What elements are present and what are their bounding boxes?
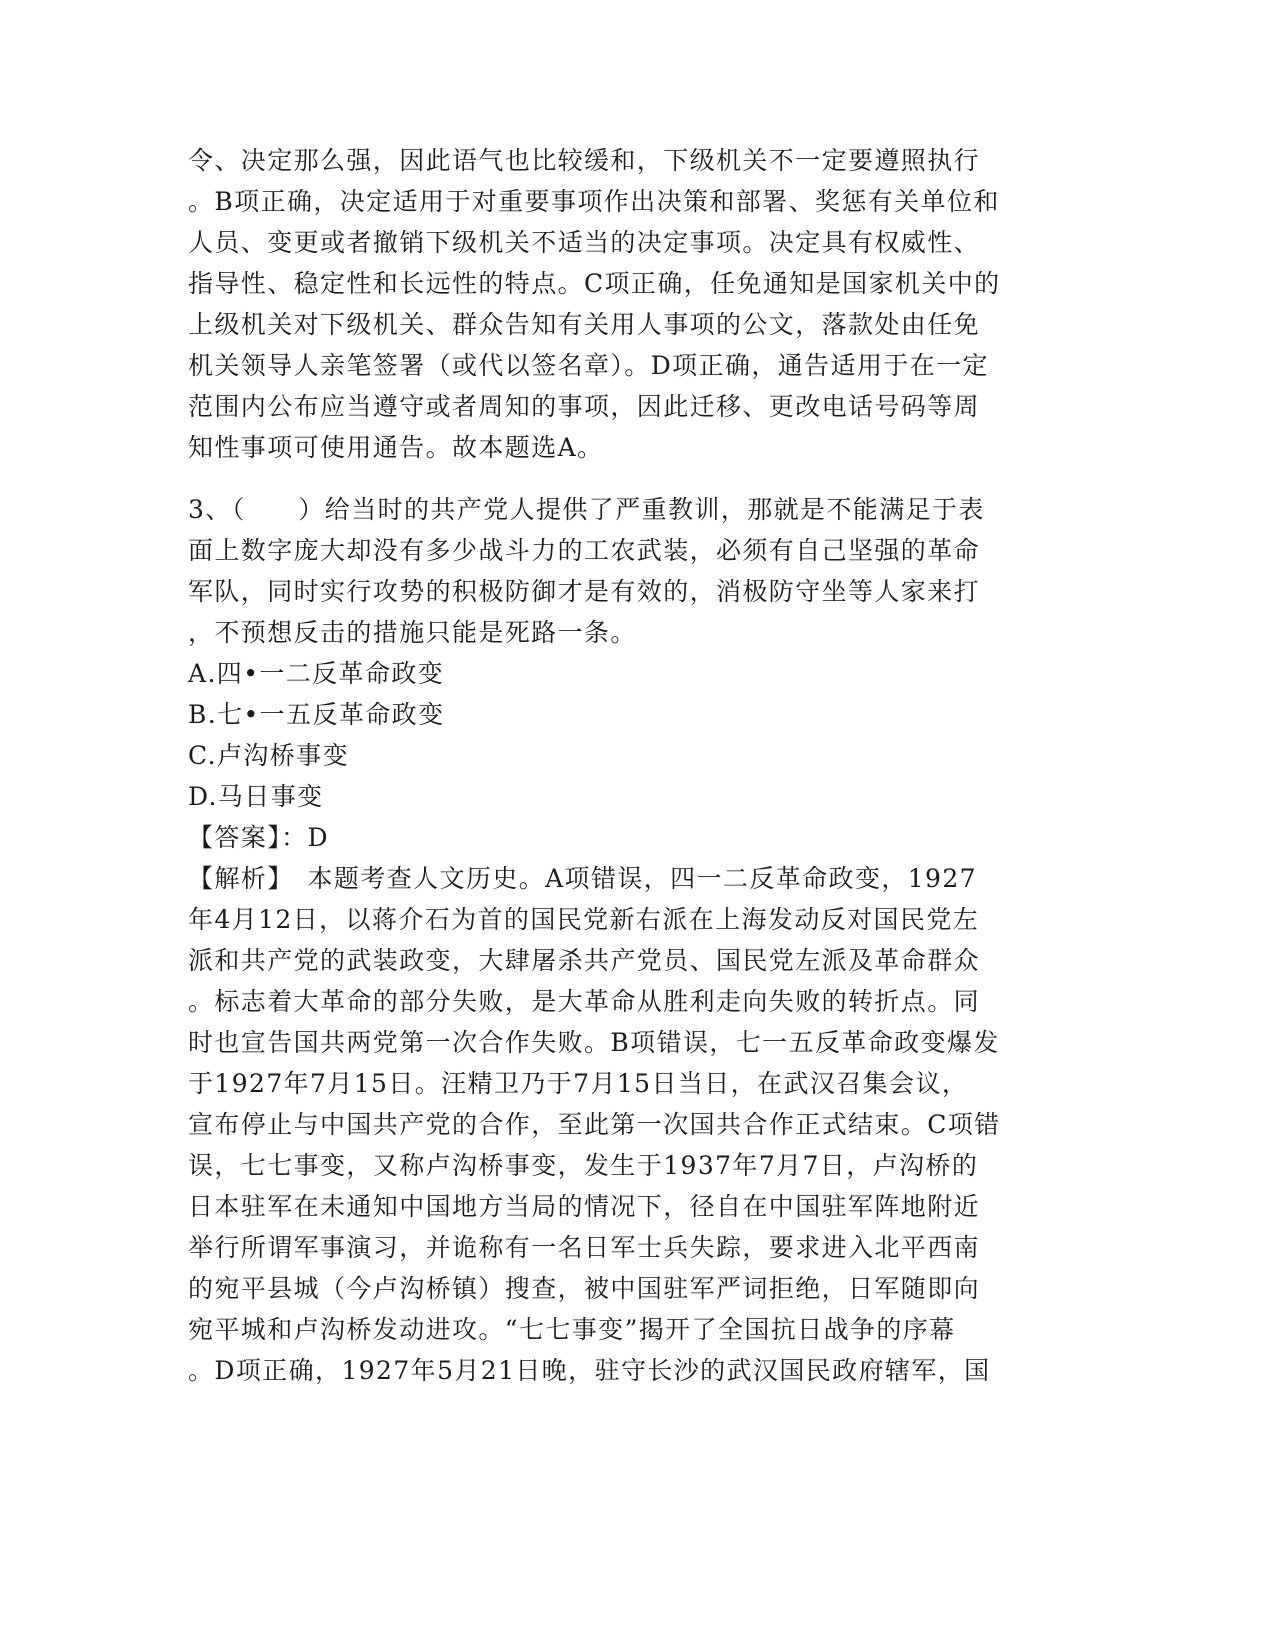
question-stem-line: ，不预想反击的措施只能是死路一条。: [188, 618, 637, 647]
paragraph-line: 令、决定那么强，因此语气也比较缓和，下级机关不一定要遵照执行: [188, 146, 981, 175]
option-b: B.七•一五反革命政变: [188, 700, 445, 729]
analysis-line: 。标志着大革命的部分失败，是大革命从胜利走向失败的转折点。同: [188, 987, 981, 1016]
analysis-line: 宣布停止与中国共产党的合作，至此第一次国共合作正式结束。C项错: [188, 1110, 1001, 1139]
analysis-line: 举行所谓军事演习，并诡称有一名日军士兵失踪，要求进入北平西南: [188, 1233, 981, 1262]
question-stem-line: 面上数字庞大却没有多少战斗力的工农武装，必须有自己坚强的革命: [188, 536, 981, 565]
analysis-line: 日本驻军在未通知中国地方当局的情况下，径自在中国驻军阵地附近: [188, 1192, 981, 1221]
paragraph-line: 范围内公布应当遵守或者周知的事项，因此迁移、更改电话号码等周: [188, 392, 981, 421]
question-stem-line: 军队，同时实行攻势的积极防御才是有效的，消极防守坐等人家来打: [188, 577, 981, 606]
analysis-line: 派和共产党的武装政变，大肆屠杀共产党员、国民党左派及革命群众: [188, 946, 981, 975]
analysis-line: 。D项正确，1927年5月21日晚，驻守长沙的武汉国民政府辖军，国: [188, 1356, 991, 1385]
paragraph-line: 知性事项可使用通告。故本题选A。: [188, 433, 604, 462]
answer-line: 【答案】：D: [188, 823, 329, 852]
analysis-line: 【解析】 本题考查人文历史。A项错误，四一二反革命政变，1927: [188, 864, 977, 893]
paragraph-line: 上级机关对下级机关、群众告知有关用人事项的公文，落款处由任免: [188, 310, 981, 339]
paragraph-line: 指导性、稳定性和长远性的特点。C项正确，任免通知是国家机关中的: [188, 269, 1001, 298]
analysis-line: 年4月12日，以蒋介石为首的国民党新右派在上海发动反对国民党左: [188, 905, 980, 934]
option-a: A.四•一二反革命政变: [188, 659, 445, 688]
analysis-line: 时也宣告国共两党第一次合作失败。B项错误，七一五反革命政变爆发: [188, 1028, 1000, 1057]
question-stem-line: 3、（ ）给当时的共产党人提供了严重教训，那就是不能满足于表: [188, 495, 985, 524]
analysis-line: 误，七七事变，又称卢沟桥事变，发生于1937年7月7日，卢沟桥的: [188, 1151, 979, 1180]
option-c: C.卢沟桥事变: [188, 741, 349, 770]
paragraph-line: 。B项正确，决定适用于对重要事项作出决策和部署、奖惩有关单位和: [188, 187, 1000, 216]
analysis-line: 的宛平县城（今卢沟桥镇）搜查，被中国驻军严词拒绝，日军随即向: [188, 1274, 981, 1303]
paragraph-line: 人员、变更或者撤销下级机关不适当的决定事项。决定具有权威性、: [188, 228, 981, 257]
option-d: D.马日事变: [188, 782, 324, 811]
analysis-line: 于1927年7月15日。汪精卫乃于7月15日当日，在武汉召集会议，: [188, 1069, 969, 1098]
paragraph-line: 机关领导人亲笔签署（或代以签名章）。D项正确，通告适用于在一定: [188, 351, 989, 380]
analysis-line: 宛平城和卢沟桥发动进攻。“七七事变”揭开了全国抗日战争的序幕: [188, 1315, 956, 1344]
